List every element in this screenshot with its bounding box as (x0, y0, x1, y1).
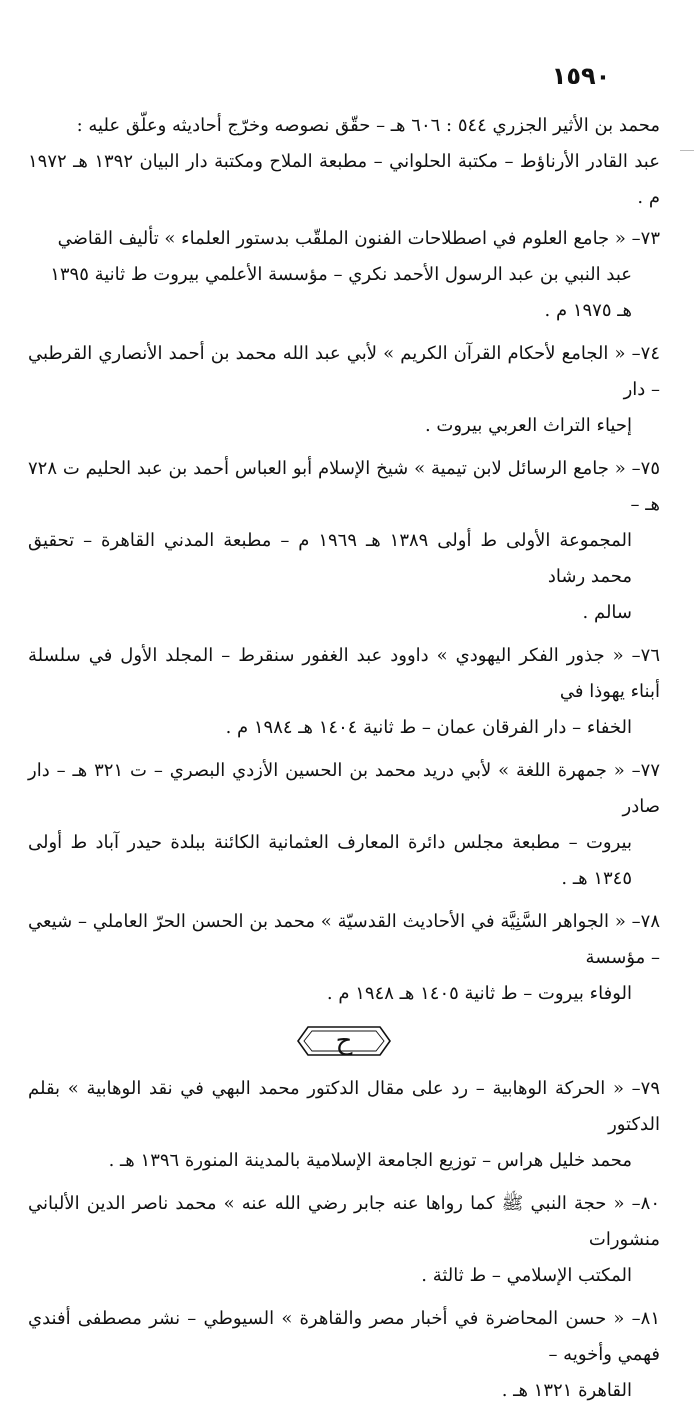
entry-line: القاهرة ١٣٢١ هـ . (501, 1380, 632, 1401)
entry-line: عبد النبي بن عبد الرسول الأحمد نكري – مؤسسة الأعلمي بيروت ط ثانية ١٣٩٥ (50, 264, 632, 285)
entry-line: المكتب الإسلامي – ط ثالثة . (421, 1265, 632, 1286)
entry-line: ٧٦– « جذور الفكر اليهودي » داوود عبد الغفور سنقرط – المجلد الأول في سلسلة أبناء يهوذا في (28, 645, 660, 702)
entry-line: ٨١– « حسن المحاضرة في أخبار مصر والقاهرة » السيوطي – نشر مصطفى أفندي فهمي وأخويه – (28, 1308, 660, 1365)
bibliography-entry-78 (28, 904, 660, 1012)
bibliography-entry-continuation (28, 108, 660, 216)
margin-mark (680, 150, 694, 151)
entry-line: ٧٩– « الحركة الوهابية – رد على مقال الدكتور محمد البهي في نقد الوهابية » بقلم الدكتور (28, 1078, 660, 1135)
bibliography-entry-75 (28, 451, 660, 631)
section-letter: ح (335, 1026, 353, 1056)
bibliography-entry-80 (28, 1186, 660, 1294)
entry-line: ٧٥– « جامع الرسائل لابن تيمية » شيخ الإسلام أبو العباس أحمد بن عبد الحليم ت ٧٢٨ هـ – (28, 458, 660, 515)
entry-line: إحياء التراث العربي بيروت . (424, 415, 632, 436)
entry-line: عبد القادر الأرناؤط – مكتبة الحلواني – مطبعة الملاح ومكتبة دار البيان ١٣٩٢ هـ ١٩٧٢ م . (28, 151, 660, 208)
entry-line: هـ ١٩٧٥ م . (544, 300, 632, 321)
bibliography-entry-81 (28, 1301, 660, 1409)
entry-line: ٧٤– « الجامع لأحكام القرآن الكريم » لأبي عبد الله محمد بن أحمد الأنصاري القرطبي – دار (28, 343, 660, 400)
entry-line: ٧٣– « جامع العلوم في اصطلاحات الفنون الملقّب بدستور العلماء » تأليف القاضي (57, 228, 660, 249)
entry-line: محمد خليل هراس – توزيع الجامعة الإسلامية بالمدينة المنورة ١٣٩٦ هـ . (108, 1150, 632, 1171)
entry-line: محمد بن الأثير الجزري ٥٤٤ : ٦٠٦ هـ – حقّق نصوصه وخرّج أحاديثه وعلّق عليه : (76, 115, 660, 136)
entry-line: سالم . (582, 602, 632, 623)
entry-line: الخفاء – دار الفرقان عمان – ط ثانية ١٤٠٤ هـ ١٩٨٤ م . (225, 717, 632, 738)
bibliography-list (28, 108, 660, 1416)
entry-line: ٧٧– « جمهرة اللغة » لأبي دريد محمد بن الحسين الأزدي البصري – ت ٣٢١ هـ – دار صادر (28, 760, 661, 817)
entry-line: الوفاء بيروت – ط ثانية ١٤٠٥ هـ ١٩٤٨ م . (326, 983, 632, 1004)
bibliography-entry-79 (28, 1071, 660, 1179)
bibliography-entry-76 (28, 638, 660, 746)
entry-line: ٨٠– « حجة النبي ﷺ كما رواها عنه جابر رضي الله عنه » محمد ناصر الدين الألباني منشورات (28, 1193, 660, 1250)
page-number: ١٥٩٠ (551, 62, 611, 90)
bibliography-entry-77 (28, 753, 660, 897)
entry-line: المجموعة الأولى ط أولى ١٣٨٩ هـ ١٩٦٩ م – مطبعة المدني القاهرة – تحقيق محمد رشاد (28, 530, 632, 587)
entry-line: بيروت – مطبعة مجلس دائرة المعارف العثمانية الكائنة ببلدة حيدر آباد ط أولى ١٣٤٥ هـ . (28, 832, 632, 889)
bibliography-entry-74 (28, 336, 660, 444)
entry-line: ٧٨– « الجواهر السَّنِيَّة في الأحاديث القدسيّة » محمد بن الحسن الحرّ العاملي – شيعي – مؤسسة (28, 911, 660, 968)
bibliography-entry-73 (28, 221, 660, 329)
section-divider (28, 1019, 660, 1063)
